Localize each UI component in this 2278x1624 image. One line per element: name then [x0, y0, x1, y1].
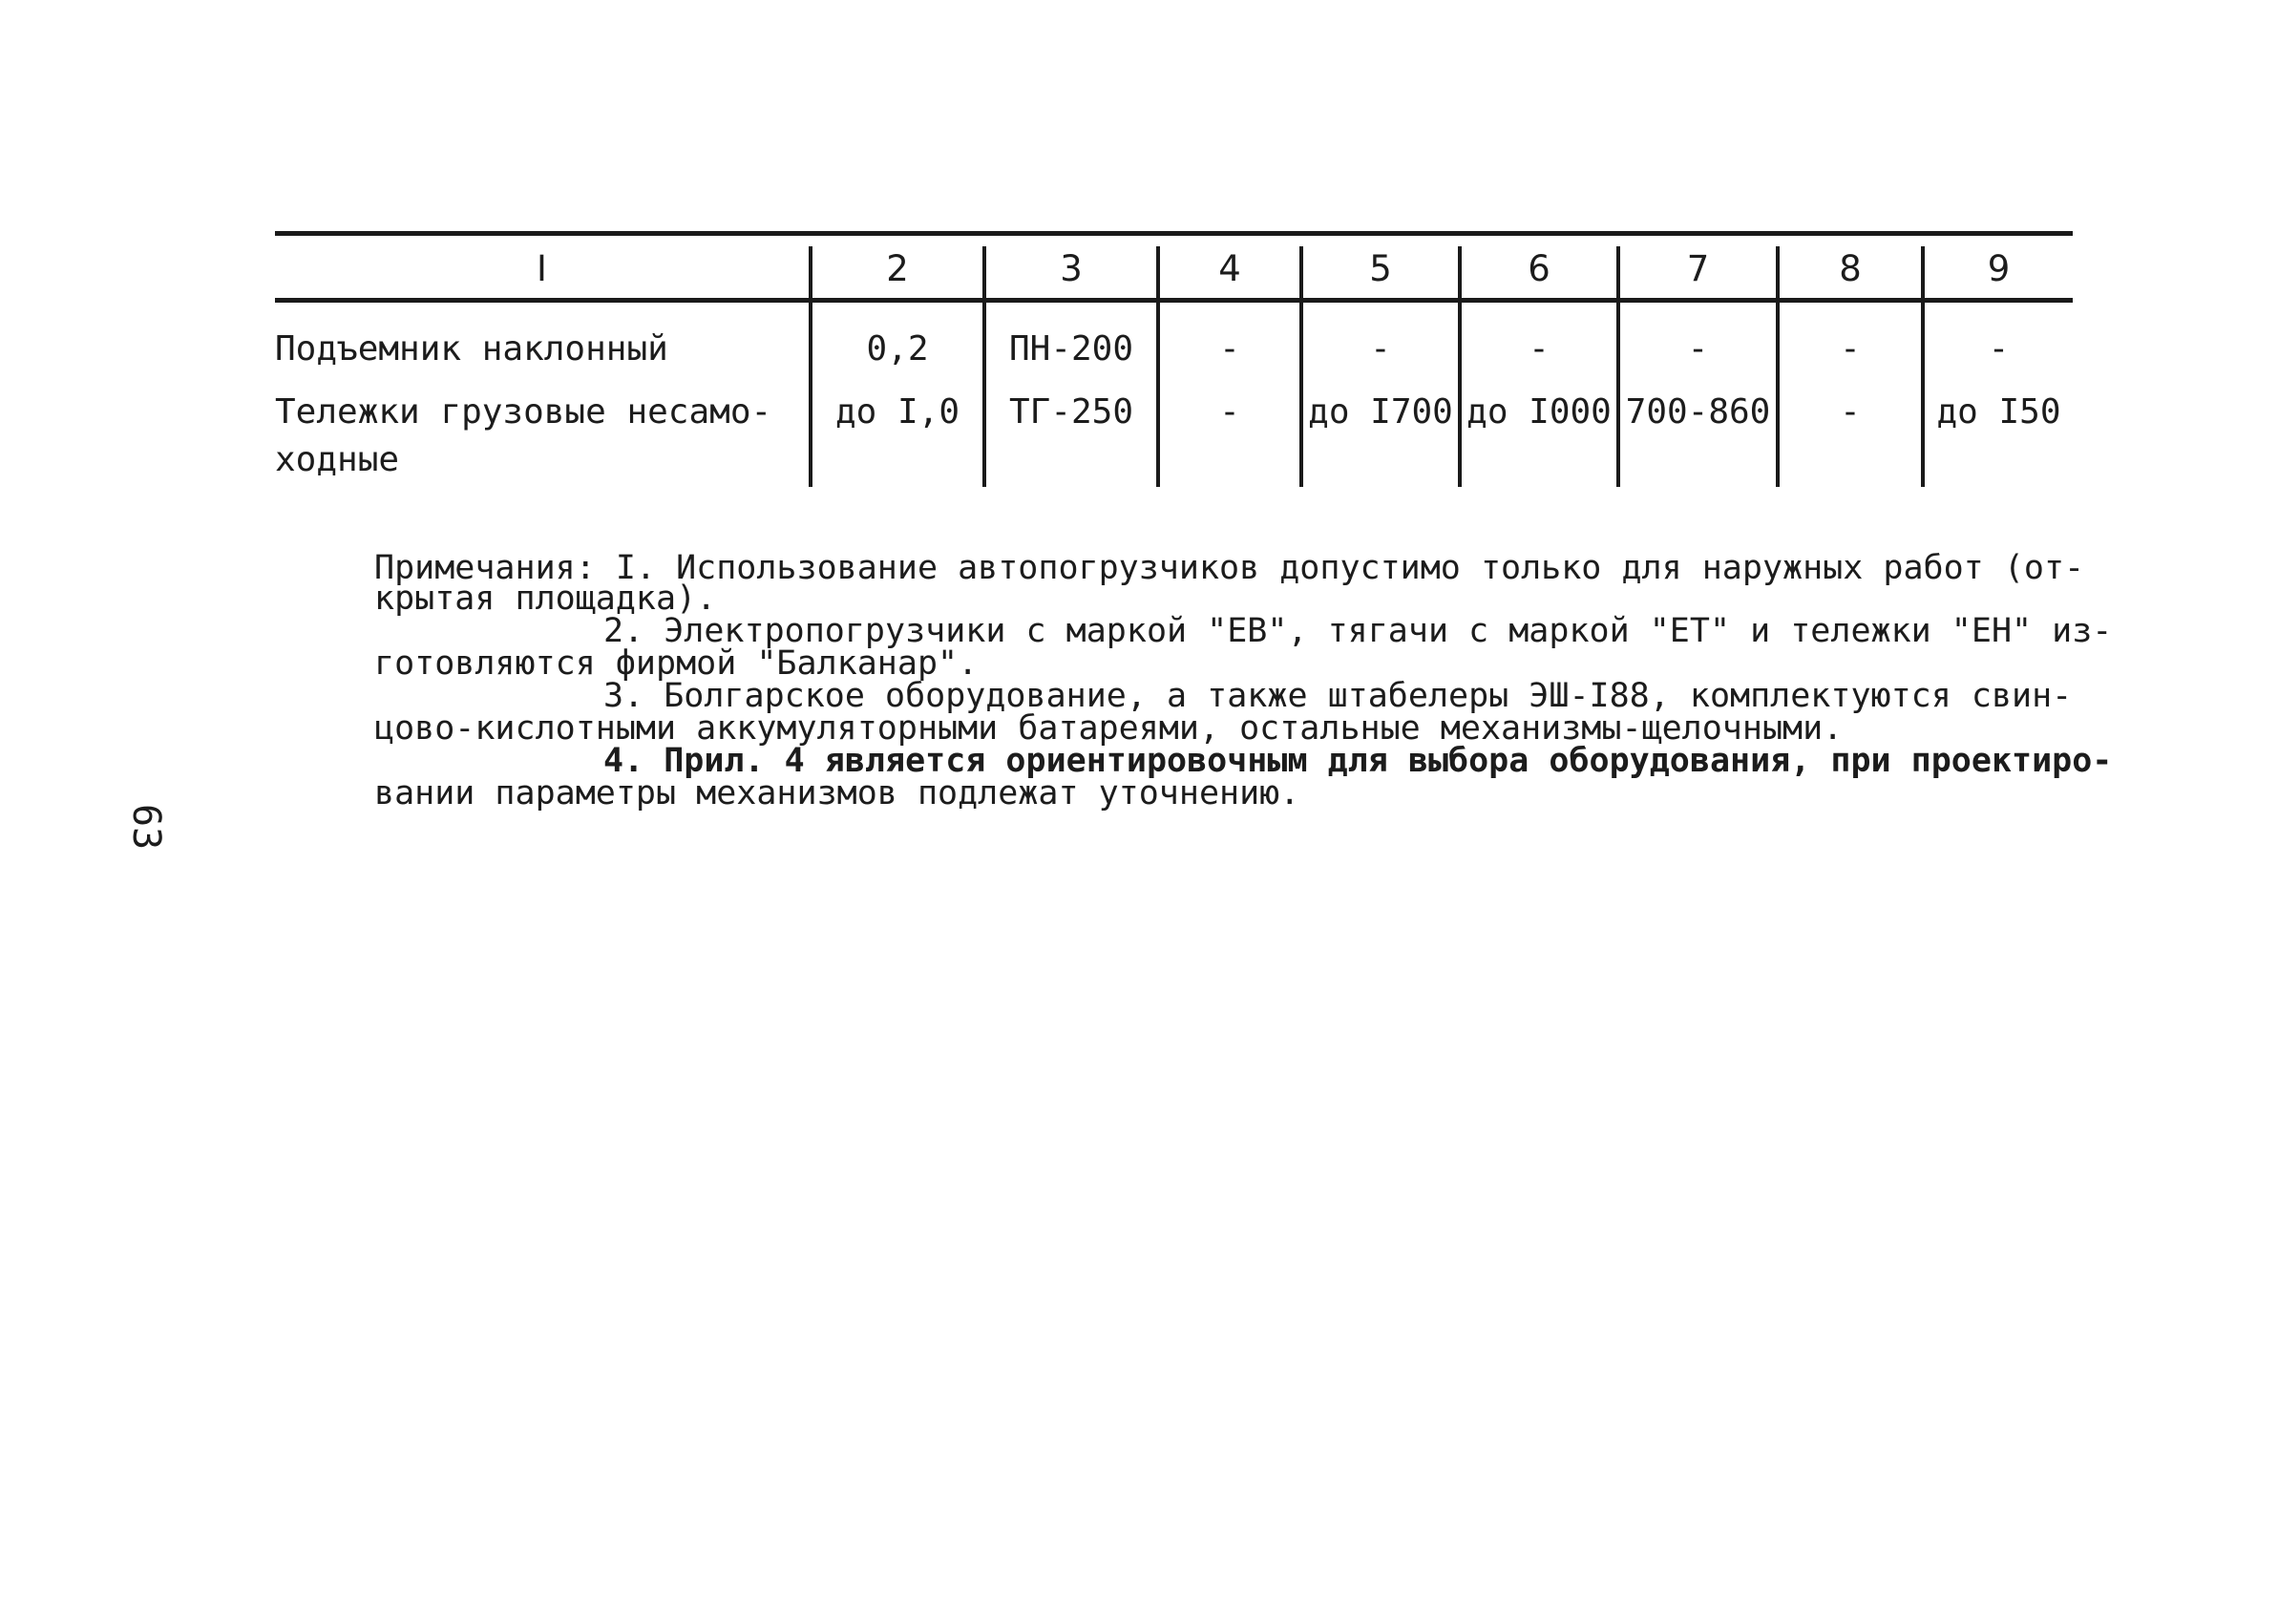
table-top-rule — [275, 231, 2073, 236]
column-header-8: 8 — [1839, 248, 1862, 289]
table-cell: ПН-200 — [1008, 329, 1134, 369]
note-line: цово-кислотными аккумуляторными батареями, остальные механизмы-щелочными. — [374, 709, 1844, 748]
note-line: готовляются фирмой "Балканар". — [374, 644, 979, 683]
table-cell: до I50 — [1936, 392, 2061, 432]
page-number: 63 — [124, 804, 168, 851]
table-cell: - — [1840, 392, 1861, 432]
column-header-9: 9 — [1987, 248, 2011, 289]
column-header-7: 7 — [1686, 248, 1710, 289]
column-header-2: 2 — [886, 248, 909, 289]
note-line: 4. Прил. 4 является ориентировочным для выбора оборудования, при проектиро- — [603, 742, 2113, 780]
table-cell: - — [1840, 329, 1861, 369]
table-cell: - — [1370, 329, 1391, 369]
table-cell: - — [1529, 329, 1550, 369]
row-name-continuation: ходные — [275, 440, 400, 479]
note-line: вании параметры механизмов подлежат уточнению. — [374, 774, 1300, 812]
note-line: 2. Электропогрузчики с маркой "ЕВ", тягачи с маркой "ЕТ" и тележки "ЕН" из- — [603, 612, 2113, 650]
row-name: Тележки грузовые несамо- — [275, 392, 772, 432]
column-header-4: 4 — [1218, 248, 1241, 289]
table-cell: - — [1988, 329, 2010, 369]
column-header-6: 6 — [1528, 248, 1550, 289]
note-line: крытая площадка). — [374, 580, 717, 618]
table-cell: до I000 — [1466, 392, 1612, 432]
row-name: Подъемник наклонный — [275, 329, 668, 369]
table-cell: - — [1219, 329, 1240, 369]
note-line: 3. Болгарское оборудование, а также штабелеры ЭШ-I88, комплектуются свин- — [603, 677, 2073, 715]
column-header-3: 3 — [1060, 248, 1083, 289]
table-cell: ТГ-250 — [1008, 392, 1134, 432]
note-line: Примечания: I. Использование автопогрузчиков допустимо только для наружных работ (от- — [374, 549, 2085, 587]
table-cell: - — [1219, 392, 1240, 432]
table-cell: до I700 — [1308, 392, 1453, 432]
table-header-rule — [275, 298, 2073, 303]
table-cell: 0,2 — [866, 329, 929, 369]
table-cell: - — [1687, 329, 1709, 369]
table-cell: 700-860 — [1625, 392, 1771, 432]
table-cell: до I,0 — [834, 392, 960, 432]
column-header-1: I — [537, 248, 547, 289]
column-header-5: 5 — [1369, 248, 1392, 289]
